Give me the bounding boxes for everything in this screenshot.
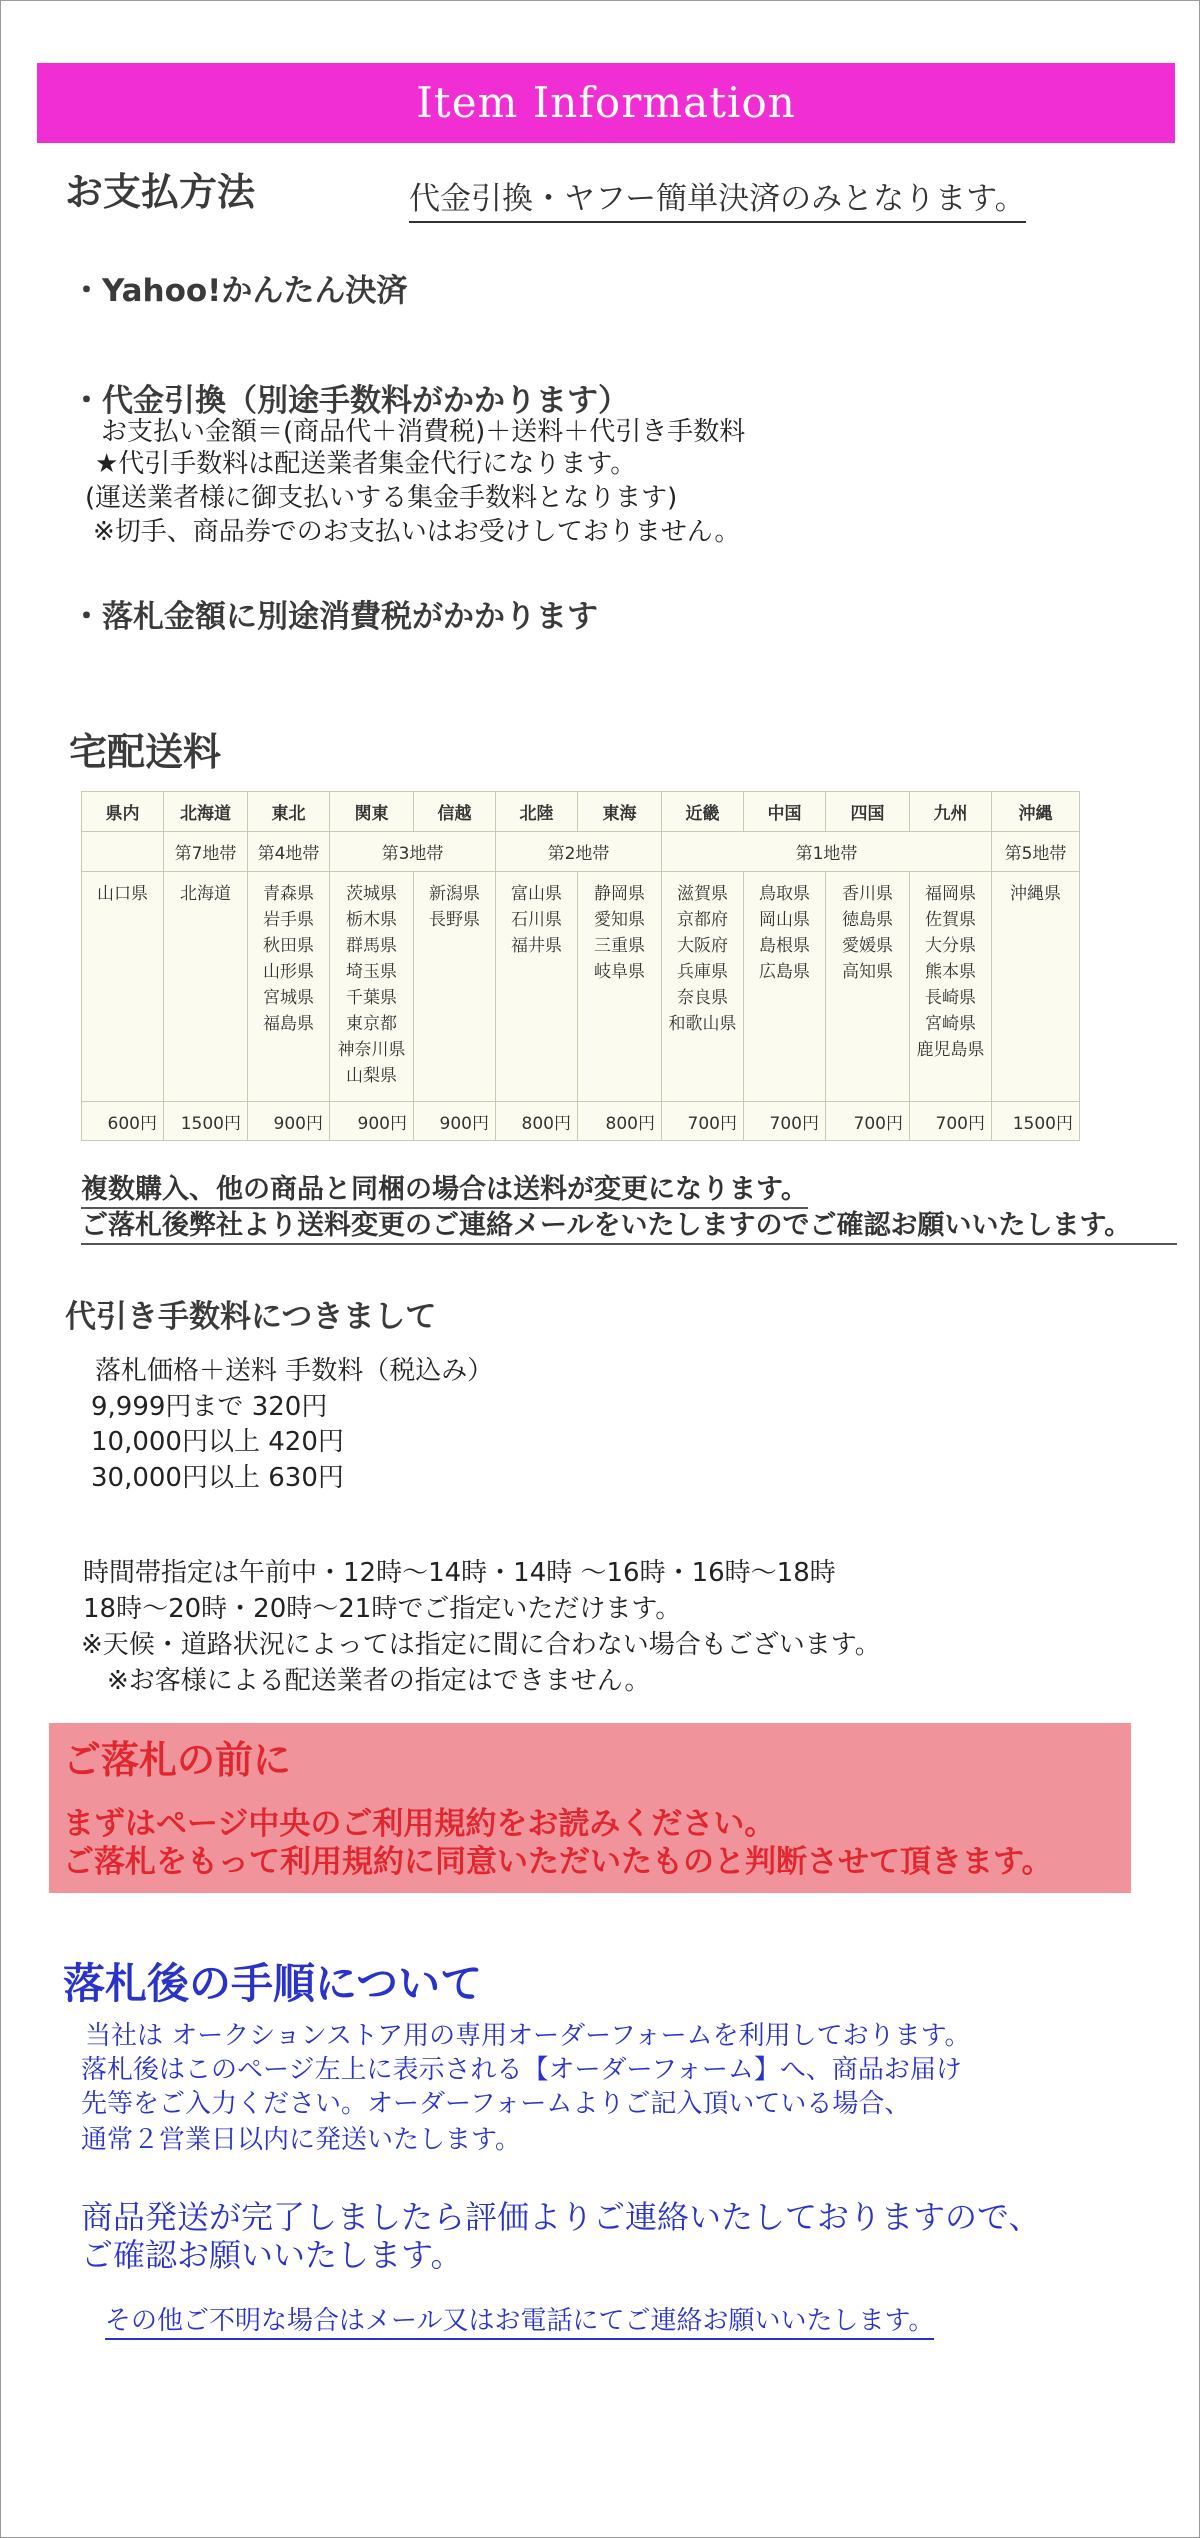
prefecture-cell: 北海道 (164, 872, 248, 1102)
zone-cell: 第3地帯 (330, 832, 496, 872)
warning-line: まずはページ中央のご利用規約をお読みください。 (63, 1806, 776, 1842)
region-header: 県内 (82, 792, 164, 832)
zone-cell: 第1地帯 (662, 832, 992, 872)
procedure-line: 当社は オークションストア用の専用オーダーフォームを利用しております。 (85, 2021, 971, 2051)
cod-line: お支払い金額＝(商品代＋消費税)＋送料＋代引き手数料 (101, 417, 746, 447)
shipping-rate-table (81, 791, 1080, 1141)
warning-line: ご落札をもって利用規約に同意いただいたものと判断させて頂きます。 (63, 1844, 1053, 1880)
prefecture-cell: 茨城県 栃木県 群馬県 埼玉県 千葉県 東京都 神奈川県 山梨県 (330, 872, 414, 1102)
procedure-line: 落札後はこのページ左上に表示される【オーダーフォーム】へ、商品お届け (81, 2055, 962, 2085)
delivery-time-line: 時間帯指定は午前中・12時～14時・14時 ～16時・16時～18時 (83, 1558, 836, 1588)
shipping-notice: 複数購入、他の商品と同梱の場合は送料が変更になります。 (81, 1167, 808, 1209)
delivery-time-line: ※天候・道路状況によっては指定に間に合わない場合もございます。 (81, 1630, 881, 1660)
zone-row (82, 832, 1080, 872)
region-header: 東海 (578, 792, 662, 832)
price-cell: 900円 (330, 1102, 414, 1141)
prefecture-cell: 富山県 石川県 福井県 (496, 872, 578, 1102)
payment-title: お支払方法 (65, 170, 256, 214)
procedure-line: 通常２営業日以内に発送いたします。 (81, 2125, 521, 2155)
prefecture-cell: 新潟県 長野県 (414, 872, 496, 1102)
price-cell: 900円 (414, 1102, 496, 1141)
bullet-tax: ・落札金額に別途消費税がかかります (71, 599, 598, 635)
zone-cell: 第7地帯 (164, 832, 248, 872)
payment-note: 代金引換・ヤフー簡単決済のみとなります。 (409, 173, 1026, 223)
contact-note: その他ご不明な場合はメール又はお電話にてご連絡お願いいたします。 (105, 2300, 934, 2340)
price-cell: 700円 (826, 1102, 910, 1141)
cod-line: ※切手、商品券でのお支払いはお受けしておりません。 (93, 517, 741, 547)
region-header-row (82, 792, 1080, 832)
item-information-header: Item Information (37, 63, 1175, 143)
shipping-notice: ご落札後弊社より送料変更のご連絡メールをいたしますのでご確認お願いいたします。 (81, 1203, 1177, 1245)
prefecture-row (82, 872, 1080, 1102)
bullet-yahoo-payment: ・Yahoo!かんたん決済 (71, 273, 408, 309)
region-header: 信越 (414, 792, 496, 832)
price-cell: 700円 (910, 1102, 992, 1141)
cod-fee-line: 落札価格＋送料 手数料（税込み） (95, 1356, 494, 1386)
prefecture-cell: 山口県 (82, 872, 164, 1102)
warning-title: ご落札の前に (63, 1738, 292, 1782)
price-cell: 700円 (662, 1102, 744, 1141)
delivery-time-line: ※お客様による配送業者の指定はできません。 (107, 1666, 651, 1696)
price-cell: 800円 (496, 1102, 578, 1141)
prefecture-cell: 青森県 岩手県 秋田県 山形県 宮城県 福島県 (248, 872, 330, 1102)
procedure-line: 先等をご入力ください。オーダーフォームよりご記入頂いている場合、 (81, 2089, 911, 2119)
prefecture-cell: 静岡県 愛知県 三重県 岐阜県 (578, 872, 662, 1102)
zone-cell (82, 832, 164, 872)
cod-line: (運送業者様に御支払いする集金手数料となります) (85, 483, 678, 513)
price-row (82, 1102, 1080, 1141)
region-header: 九州 (910, 792, 992, 832)
procedure-evaluation-line: ご確認お願いいたします。 (81, 2236, 463, 2274)
zone-cell: 第5地帯 (992, 832, 1080, 872)
prefecture-cell: 沖縄県 (992, 872, 1080, 1102)
delivery-time-line: 18時～20時・20時～21時でご指定いただけます。 (83, 1594, 682, 1624)
region-header: 北海道 (164, 792, 248, 832)
region-header: 沖縄 (992, 792, 1080, 832)
price-cell: 600円 (82, 1102, 164, 1141)
price-cell: 900円 (248, 1102, 330, 1141)
prefecture-cell: 滋賀県 京都府 大阪府 兵庫県 奈良県 和歌山県 (662, 872, 744, 1102)
procedure-title: 落札後の手順について (63, 1959, 483, 2008)
prefecture-cell: 香川県 徳島県 愛媛県 高知県 (826, 872, 910, 1102)
bullet-cash-on-delivery: ・代金引換（別途手数料がかかります） (71, 383, 629, 419)
cod-fee-line: 10,000円以上 420円 (91, 1427, 344, 1457)
region-header: 近畿 (662, 792, 744, 832)
cod-line: ★代引手数料は配送業者集金代行になります。 (95, 449, 637, 479)
cod-fee-line: 9,999円まで 320円 (91, 1392, 328, 1422)
cod-fee-line: 30,000円以上 630円 (91, 1463, 344, 1493)
zone-cell: 第2地帯 (496, 832, 662, 872)
price-cell: 800円 (578, 1102, 662, 1141)
region-header: 北陸 (496, 792, 578, 832)
procedure-evaluation-line: 商品発送が完了しましたら評価よりご連絡いたしておりますので、 (81, 2198, 1041, 2236)
price-cell: 700円 (744, 1102, 826, 1141)
prefecture-cell: 福岡県 佐賀県 大分県 熊本県 長崎県 宮崎県 鹿児島県 (910, 872, 992, 1102)
cod-fee-title: 代引き手数料につきまして (65, 1299, 437, 1335)
price-cell: 1500円 (992, 1102, 1080, 1141)
price-cell: 1500円 (164, 1102, 248, 1141)
region-header: 中国 (744, 792, 826, 832)
prefecture-cell: 鳥取県 岡山県 島根県 広島県 (744, 872, 826, 1102)
zone-cell: 第4地帯 (248, 832, 330, 872)
region-header: 関東 (330, 792, 414, 832)
shipping-title: 宅配送料 (69, 730, 222, 774)
region-header: 四国 (826, 792, 910, 832)
region-header: 東北 (248, 792, 330, 832)
